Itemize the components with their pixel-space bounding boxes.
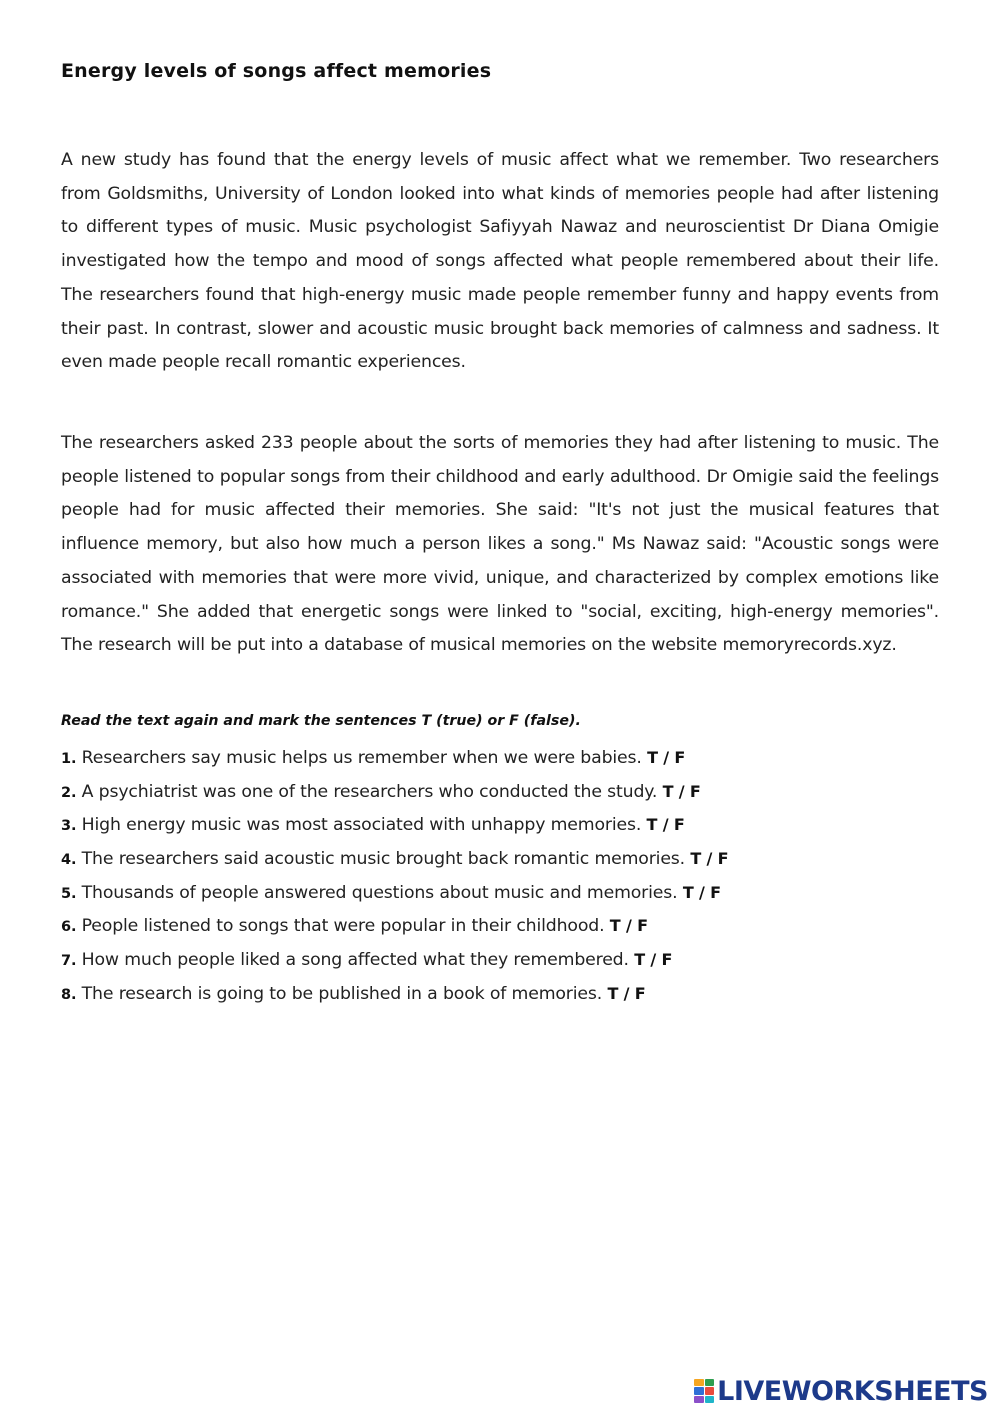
question-number: 2. xyxy=(61,784,77,801)
true-false-marker[interactable]: T / F xyxy=(662,781,701,801)
question-text: People listened to songs that were popular in their childhood. xyxy=(81,916,605,937)
question-item-8 xyxy=(61,977,961,1011)
true-false-marker[interactable]: T / F xyxy=(647,748,686,767)
question-number: 5. xyxy=(61,885,77,902)
true-false-marker[interactable]: T / F xyxy=(682,882,721,902)
true-false-marker[interactable]: T / F xyxy=(634,950,673,970)
liveworksheets-logo-icon xyxy=(694,1379,714,1403)
question-number: 6. xyxy=(61,919,77,936)
question-text: Researchers say music helps us remember when we were babies. xyxy=(81,748,642,768)
question-item-4 xyxy=(61,842,961,876)
question-number: 1. xyxy=(61,751,77,767)
question-item-2 xyxy=(61,775,961,809)
article-paragraph-2: The researchers asked 233 people about the sorts of memories they had after listening to music. The people listened to popular songs from their childhood and early adulthood. Dr Omigie said the feelings people had for music affected their memories. She said: "It's not just the musical features that influence memory, but also how much a person likes a song." Ms Nawaz said: "Acoustic songs were associated with memories that were more vivid, unique, and characterized by complex emotions like romance." She added that energetic songs were linked to "social, exciting, high-energy memories". The research will be put into a database of musical memories on the website memoryrecords.xyz. xyxy=(61,433,939,656)
true-false-marker[interactable]: T / F xyxy=(646,815,685,835)
question-item-5 xyxy=(61,876,961,910)
question-item-3 xyxy=(61,808,961,842)
question-text: A psychiatrist was one of the researchers who conducted the study. xyxy=(81,781,658,802)
logo-tile xyxy=(705,1396,715,1403)
article-paragraph-1: A new study has found that the energy levels of music affect what we remember. Two researchers from Goldsmiths, University of London looked into what kinds of memories people had after listening to different types of music. Music psychologist Safiyyah Nawaz and neuroscientist Dr Diana Omigie investigated how the tempo and mood of songs affected what people remembered about their life. The researchers found that high-energy music made people remember funny and happy events from their past. In contrast, slower and acoustic music brought back memories of calmness and sadness. It even made people recall romantic experiences. xyxy=(61,150,939,373)
liveworksheets-logo xyxy=(694,1374,988,1408)
logo-tile xyxy=(705,1379,715,1386)
question-item-7 xyxy=(61,943,961,977)
question-text: Thousands of people answered questions about music and memories. xyxy=(81,882,678,903)
question-list xyxy=(61,741,961,1011)
question-number: 7. xyxy=(61,953,77,970)
question-text: The researchers said acoustic music brought back romantic memories. xyxy=(81,849,685,870)
question-number: 3. xyxy=(61,818,77,835)
logo-tile xyxy=(694,1379,704,1386)
true-false-marker[interactable]: T / F xyxy=(609,916,648,936)
true-false-marker[interactable]: T / F xyxy=(607,983,646,1003)
question-number: 8. xyxy=(61,986,77,1003)
logo-tile xyxy=(694,1396,704,1403)
logo-tile xyxy=(694,1387,704,1394)
article-title: Energy levels of songs affect memories xyxy=(61,60,492,82)
question-item-6 xyxy=(61,909,961,943)
exercise-instruction: Read the text again and mark the sentences T (true) or F (false). xyxy=(61,713,581,729)
question-text: How much people liked a song affected what they remembered. xyxy=(81,950,629,971)
true-false-marker[interactable]: T / F xyxy=(690,849,729,869)
logo-text: LIVEWORKSHEETS xyxy=(717,1375,988,1407)
question-number: 4. xyxy=(61,852,77,869)
question-item-1 xyxy=(61,741,961,775)
logo-tile xyxy=(705,1387,715,1394)
question-text: The research is going to be published in a book of memories. xyxy=(81,983,603,1004)
question-text: High energy music was most associated with unhappy memories. xyxy=(81,815,642,836)
